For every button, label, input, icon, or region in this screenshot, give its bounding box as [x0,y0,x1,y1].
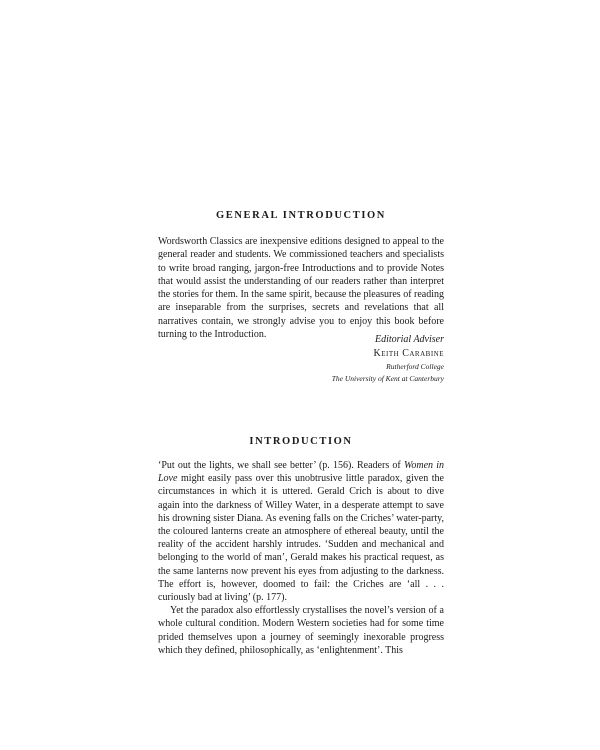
paragraph-1-start: ‘Put out the lights, we shall see better’ (p. 156). Readers of [158,460,404,471]
general-introduction-body: Wordsworth Classics are inexpensive editions designed to appeal to the general reader and students. We commissioned teachers and specialists to write broad ranging, jargon-free Introductions and to provide Notes that would assist the understanding of our readers rather than interpret the stories for them. In the same spirit, because the pleasures of reading are inseparable from the surprises, secrets and revelations that all narratives contain, we strongly advise you to enjoy this book before turning to the Introduction. [158,236,445,341]
introduction-body [158,459,444,657]
signature-college: Rutherford College [386,362,444,371]
signature-name: Keith Carabine [373,348,444,359]
editorial-signature [158,333,444,385]
signature-role: Editorial Adviser [375,334,444,345]
general-introduction-heading: GENERAL INTRODUCTION [216,210,386,221]
paragraph-1-rest: might easily pass over this unobtrusive little paradox, given the circumstances in which it is uttered. Gerald Crich is about to dive again into the darkness of Willey Water, in a desperate attempt to save his drowning sister Diana. As evening falls on the Criches’ water-party, the coloured lanterns create an atmosphere of ethereal beauty, until the reality of the accident harshly intrudes. ‘Sudden and mechanical and belonging to the world of man’, Gerald makes his practical request, as the same lanterns now prevent his eyes from adjusting to the darkness. The effort is, however, doomed to fail: the Criches are ‘all . . . curiously bad at living’ (p. 177). [158,473,444,604]
introduction-paragraph-2: Yet the paradox also effortlessly crystallises the novel’s version of a whole cultural condition. Modern Western societies had for some time prided themselves upon a journey of seemingly inexorable progress which they defined, philosophically, as ‘enlightenment’. This [158,605,444,656]
book-title: Women in Love [158,460,444,485]
signature-university: The University of Kent at Canterbury [331,374,444,383]
introduction-heading: INTRODUCTION [249,436,353,447]
introduction-paragraph-1 [158,459,444,604]
